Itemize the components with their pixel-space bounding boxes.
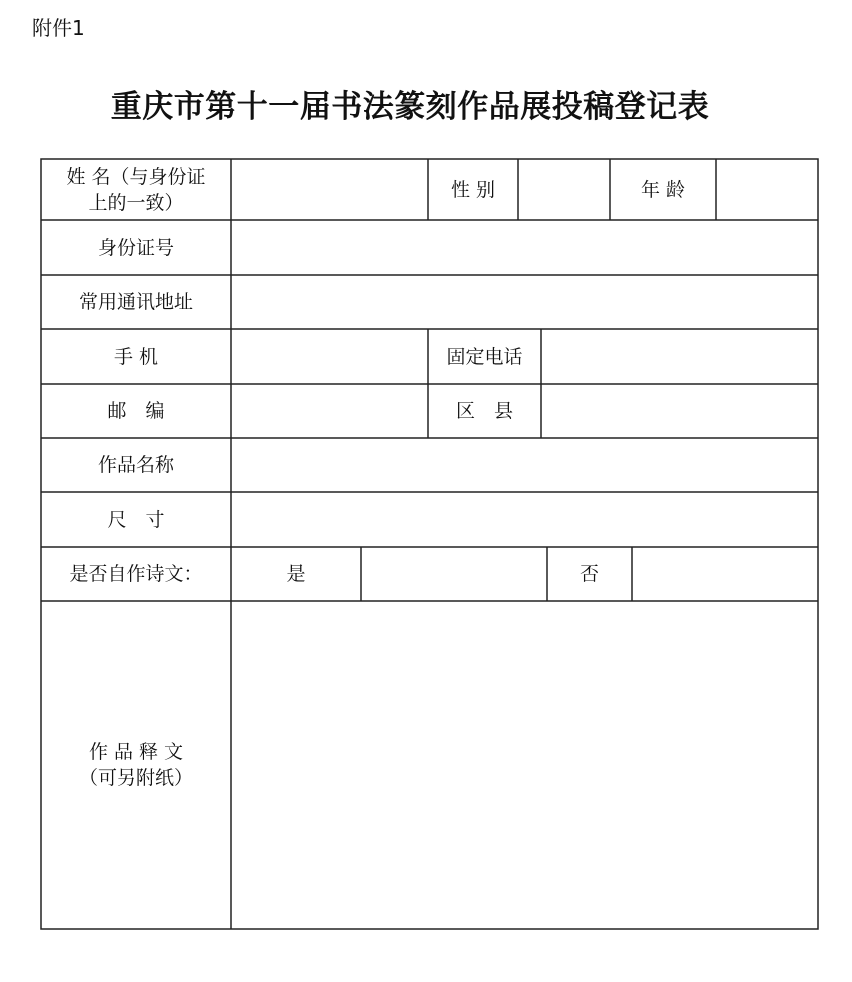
attachment-label: 附件1 xyxy=(32,16,85,40)
form-title: 重庆市第十一届书法篆刻作品展投稿登记表 xyxy=(110,89,710,125)
name-label-line2: 上的一致） xyxy=(88,191,184,214)
age-input-cell[interactable] xyxy=(716,159,818,220)
transcription-input-cell[interactable] xyxy=(231,601,818,929)
landline-label: 固定电话 xyxy=(446,345,523,368)
id-number-label: 身份证号 xyxy=(97,236,174,259)
yes-label: 是 xyxy=(286,563,306,585)
age-label: 年 龄 xyxy=(640,178,686,201)
gender-input-cell[interactable] xyxy=(518,159,610,220)
id-number-input-cell[interactable] xyxy=(231,220,818,275)
name-input-cell[interactable] xyxy=(231,159,428,220)
work-title-label: 作品名称 xyxy=(97,454,174,476)
own-poem-label: 是否自作诗文： xyxy=(69,563,203,585)
transcription-label-line2: （可另附纸） xyxy=(78,767,193,789)
yes-input-cell[interactable] xyxy=(361,547,547,601)
no-input-cell[interactable] xyxy=(632,547,818,601)
district-input-cell[interactable] xyxy=(541,384,818,438)
postcode-input-cell[interactable] xyxy=(231,384,428,438)
no-label: 否 xyxy=(579,563,599,585)
name-label-line1: 姓 名（与身份证 xyxy=(66,165,206,188)
transcription-label-line1: 作 品 释 文 xyxy=(88,741,184,763)
district-label: 区 县 xyxy=(455,400,513,422)
address-label: 常用通讯地址 xyxy=(78,291,193,313)
mobile-label: 手 机 xyxy=(113,345,159,368)
postcode-label: 邮 编 xyxy=(107,400,165,422)
size-label: 尺 寸 xyxy=(107,508,165,531)
address-input-cell[interactable] xyxy=(231,275,818,329)
name-label xyxy=(41,159,231,220)
mobile-input-cell[interactable] xyxy=(231,329,428,384)
size-input-cell[interactable] xyxy=(231,492,818,547)
work-title-input-cell[interactable] xyxy=(231,438,818,492)
gender-label: 性 别 xyxy=(450,178,496,201)
landline-input-cell[interactable] xyxy=(541,329,818,384)
transcription-label xyxy=(41,601,231,929)
